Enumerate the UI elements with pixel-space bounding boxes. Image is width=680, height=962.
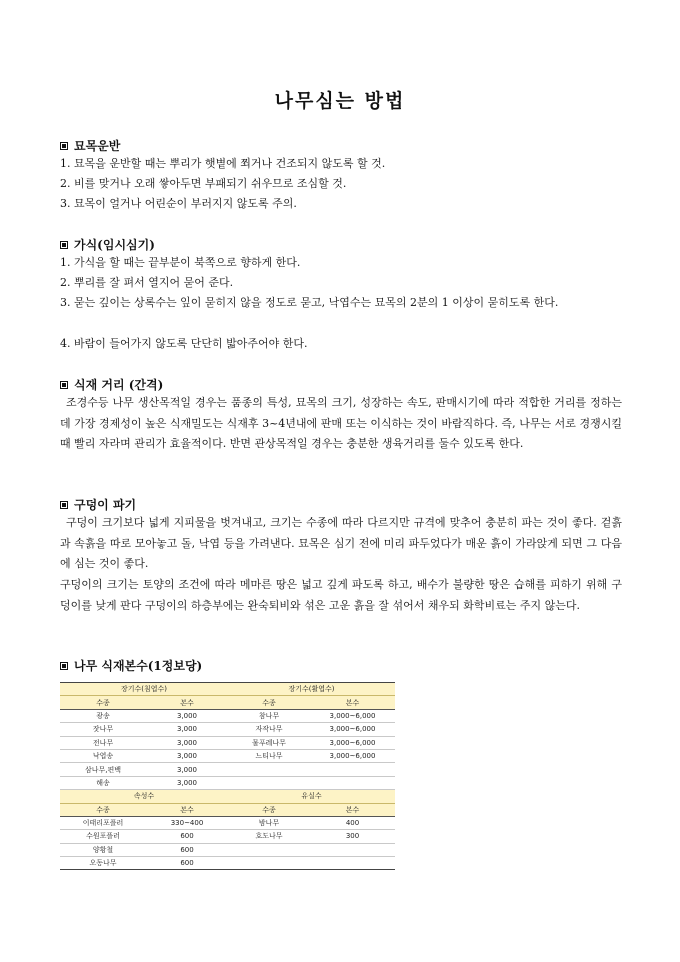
species-cell — [228, 776, 310, 789]
group-label: 장기수(침엽수) — [60, 683, 228, 696]
count-cell: 3,000 — [146, 709, 228, 722]
species-cell: 느티나무 — [228, 749, 310, 762]
column-header: 본수 — [310, 803, 395, 816]
column-header: 본수 — [146, 696, 228, 709]
species-cell: 이태리포플러 — [60, 816, 146, 829]
group-label: 속성수 — [60, 790, 228, 803]
section-title: 가식(임시심기) — [74, 238, 155, 252]
count-cell: 600 — [146, 857, 228, 870]
list-item: 4. 바람이 들어가지 않도록 단단히 밟아주어야 한다. — [60, 337, 308, 350]
section-title: 나무 식재본수(1정보당) — [74, 659, 203, 673]
table-column-header — [60, 696, 395, 709]
list-item: 3. 묘목이 얼거나 어린순이 부러지지 않도록 주의. — [60, 197, 297, 210]
paragraph: 구덩이 크기보다 넓게 지피물을 벗겨내고, 크기는 수종에 따라 다르지만 규격에 맞추어 충분히 파는 것이 좋다. 겉흙과 속흙을 따로 모아놓고 돌, 낙엽 등을 가려낸다. 묘목은 심기 전에 미리 파두었다가 매운 흙이 가라앉게 되면 그 다음에 심는 것이 좋다. — [60, 516, 622, 570]
species-cell — [228, 857, 310, 870]
page-title: 나무심는 방법 — [274, 90, 406, 112]
section-heading-transport — [60, 137, 120, 154]
section-heading-temp-planting — [60, 236, 155, 253]
species-cell: 오동나무 — [60, 857, 146, 870]
species-cell: 양황철 — [60, 843, 146, 856]
count-cell — [310, 776, 395, 789]
count-cell: 400 — [310, 816, 395, 829]
count-cell: 3,000 — [146, 776, 228, 789]
square-bullet-icon — [60, 381, 68, 389]
square-bullet-icon — [60, 142, 68, 150]
count-cell: 330~400 — [146, 816, 228, 829]
species-cell: 해송 — [60, 776, 146, 789]
table-group-header — [60, 790, 395, 803]
square-bullet-icon — [60, 501, 68, 509]
table-row — [60, 763, 395, 776]
section-heading-spacing — [60, 376, 163, 393]
square-bullet-icon — [60, 662, 68, 670]
list-item: 2. 뿌리를 잘 펴서 열지어 묻어 준다. — [60, 276, 234, 289]
table-row — [60, 857, 395, 870]
count-cell: 600 — [146, 830, 228, 843]
species-cell: 낙엽송 — [60, 749, 146, 762]
list-item: 1. 묘목을 운반할 때는 뿌리가 햇볕에 쬐거나 건조되지 않도록 할 것. — [60, 157, 386, 170]
species-cell — [228, 843, 310, 856]
section-title: 식재 거리 (간격) — [74, 378, 164, 392]
count-cell — [310, 843, 395, 856]
species-cell: 광송 — [60, 709, 146, 722]
count-cell: 300 — [310, 830, 395, 843]
species-cell: 자작나무 — [228, 723, 310, 736]
table-row — [60, 816, 395, 829]
table-row — [60, 830, 395, 843]
count-cell: 3,000 — [146, 749, 228, 762]
column-header: 수종 — [228, 803, 310, 816]
species-cell: 참나무 — [228, 709, 310, 722]
group-label: 유실수 — [228, 790, 395, 803]
section-title: 구덩이 파기 — [74, 498, 137, 512]
section-title: 묘목운반 — [74, 139, 121, 153]
species-cell: 잣나무 — [60, 723, 146, 736]
planting-count-table — [60, 682, 395, 870]
list-item: 1. 가식을 할 때는 끝부분이 북쪽으로 향하게 한다. — [60, 256, 301, 269]
count-cell: 3,000~6,000 — [310, 736, 395, 749]
table-row — [60, 776, 395, 789]
column-header: 수종 — [60, 696, 146, 709]
count-cell: 3,000 — [146, 723, 228, 736]
count-cell: 600 — [146, 843, 228, 856]
species-cell: 밤나무 — [228, 816, 310, 829]
count-cell: 3,000~6,000 — [310, 723, 395, 736]
table-row — [60, 736, 395, 749]
paragraph: 구덩이의 크기는 토양의 조건에 따라 메마른 땅은 넓고 깊게 파도록 하고, 배수가 불량한 땅은 습해를 피하기 위해 구덩이를 낮게 판다 구덩이의 하층부에는 완숙퇴비와 섞은 고운 흙을 잘 섞어서 채우되 화학비료는 주지 않는다. — [60, 578, 622, 612]
table-row — [60, 723, 395, 736]
count-cell — [310, 857, 395, 870]
square-bullet-icon — [60, 241, 68, 249]
count-cell: 3,000 — [146, 763, 228, 776]
species-cell: 수원포플러 — [60, 830, 146, 843]
section-heading-hole — [60, 496, 136, 513]
group-label: 장기수(활엽수) — [228, 683, 395, 696]
section-heading-count — [60, 657, 202, 674]
table-row — [60, 709, 395, 722]
species-cell: 전나무 — [60, 736, 146, 749]
count-cell — [310, 763, 395, 776]
table-row — [60, 843, 395, 856]
table-group-header — [60, 683, 395, 696]
column-header: 수종 — [60, 803, 146, 816]
column-header: 본수 — [146, 803, 228, 816]
species-cell — [228, 763, 310, 776]
table-row — [60, 749, 395, 762]
column-header: 본수 — [310, 696, 395, 709]
count-cell: 3,000 — [146, 736, 228, 749]
table-column-header — [60, 803, 395, 816]
paragraph: 조경수등 나무 생산목적일 경우는 품종의 특성, 묘목의 크기, 성장하는 속도, 판매시기에 따라 적합한 거리를 정하는데 가장 경제성이 높은 식재밀도는 식재후 3~4년내에 판매 또는 이식하는 것이 바람직하다. 즉, 나무는 서로 경쟁시킬때 빨리 자라며 관리가 효율적이다. 반면 관상목적일 경우는 충분한 생육거리를 둘수 있도록 한다. — [60, 396, 622, 450]
count-cell: 3,000~6,000 — [310, 749, 395, 762]
species-cell: 호도나무 — [228, 830, 310, 843]
species-cell: 물푸레나무 — [228, 736, 310, 749]
column-header: 수종 — [228, 696, 310, 709]
species-cell: 삼나무,편백 — [60, 763, 146, 776]
count-cell: 3,000~6,000 — [310, 709, 395, 722]
list-item: 3. 묻는 깊이는 상록수는 잎이 묻히지 않을 정도로 묻고, 낙엽수는 묘목의 2분의 1 이상이 묻히도록 한다. — [60, 296, 559, 309]
list-item: 2. 비를 맞거나 오래 쌓아두면 부패되기 쉬우므로 조심할 것. — [60, 177, 347, 190]
